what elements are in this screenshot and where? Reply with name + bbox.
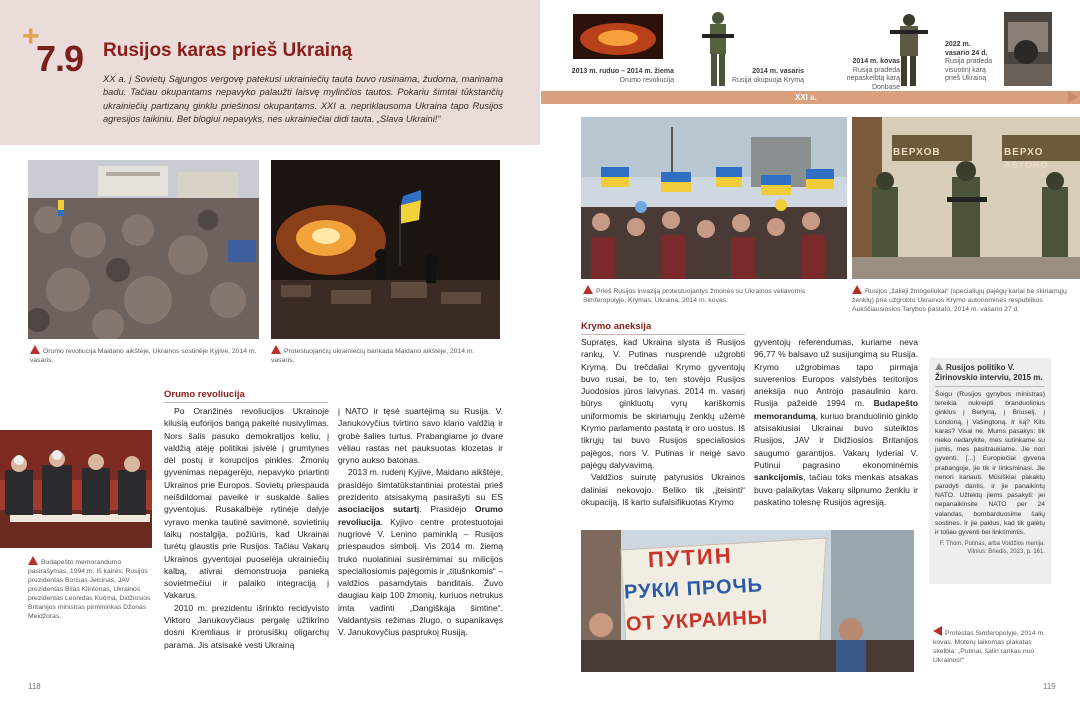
timeline-event-1 xyxy=(554,68,674,85)
page-number-left: 118 xyxy=(28,682,41,691)
quote-box xyxy=(929,358,1051,584)
term-orumo-revoliucija: Orumo revoliucija xyxy=(338,504,503,527)
section-rule xyxy=(581,334,745,335)
text-run: 2013 m. rudenį Kyjive, Maidano aikštėje, prasidėjo šimtatūkstantiniai protestai prieš prezidento atsisakymą pasirašyti su ES xyxy=(338,467,503,503)
paragraph: Supratęs, kad Ukraina slysta iš Rusijos rankų, V. Putinas nusprendė užgrobti Krymą. Du trečdaliai Krymo gyventojų buvo rusai, be to, ten stovėjo Rusijos Juodosios jūros laivynas. 2014 m. vasarį būrys ginkluotų vyrų kariškomis uniformomis be skiriamųjų ženklų užėmė Krymo parlamento pastatą ir oro uostus. Iš tikrųjų tai buvo Rusijos specialiosios pajėgos, nors V. Putinas ir neigė savo pajėgų dalyvavimą. xyxy=(581,337,745,470)
text-column-4 xyxy=(754,336,918,508)
green-men-photo-caption: Rusijos „žalieji žmogeliukai“ (specialiųjų pajėgų kariai be skiriamųjų ženklų) prie užgrobto Ukrainos Krymo autonominės respublikos Aukščiausiosios Tarybos pastato, 2014 m. vasario 27 d. xyxy=(852,285,1078,314)
timeline-label: Rusija okupuoja Krymą xyxy=(732,76,804,84)
quote-text: Šoigu (Rusijos gynybos ministras) tereikia nukreipti branduolinius ginklus į Berlyną, į Briuselį, į Londoną, į Vašingtoną. Ir ką? Kits karas? Visai ne. Mums pasakys: tik nieko nedarykite, mes sutinkame su jumis, mes pasitraukiame. Jie nori gyventi. [...] Europiečiai gyvena prabangoje, jie tik ir linksminasi. Jie nenori kariauti. Mūsiškiai pakaktų parodyti dantis, ir jie panaikintų NATO. Užtektų jiems pasakyti: jei nepanaikinsite NATO per 24 valandas, bombarduosime šalių sostines. Ir jie paklus, kad tik galėtų ir toliau gyventi bei linksmintis. xyxy=(935,391,1045,537)
text-column-2 xyxy=(338,405,503,639)
timeline-war-photo xyxy=(1004,12,1052,86)
text-run: . Kyjivo centre protestuotojai nugriovė V. Lenino paminklą – Rusijos priespaudos simbolį. Vis 2014 m. žiemą truko nuolatiniai susirėmimai su milicijos specialiosiomis pajėgomis ir „titušnkomis“ – valdžios pasamdytais banditais. Žuvo daugiau kaip 100 žmonių, kuriuos netrukus imta vadinti „Dangiškąja šimtine“. Valdantysis režimas žlugo, o supanikavęs V. Janukovyčius pasprukoį Rusiją. xyxy=(338,516,503,638)
lesson-intro: XX a. į Sovietų Sąjungos vergovę patekusi ukrainiečių tauta buvo rusinama, žudoma, marinama badu. Tačiau okupantams nepavyko palaužti laisvę mylinčios tautos. Pokariu šimtai tūkstančių ukrainiečių partizanų ginklu priešinosi okupantams. XXI a. nepriklausoma Ukraina tapo Rusijos agresijos taikiniu. Bet blogiui nepavyks, nes ukrainiečiai didi tauta. „Slava Ukraini!“ xyxy=(103,74,503,125)
simferopol-flags-photo xyxy=(581,117,847,279)
text-column-3 xyxy=(581,336,745,508)
section-title-krymo: Krymo aneksija xyxy=(581,321,652,332)
quote-title: Rusijos politiko V. Žirinovskio interviu, 2015 m. xyxy=(935,363,1043,382)
section-rule xyxy=(164,402,328,403)
lesson-title: Rusijos karas prieš Ukrainą xyxy=(103,40,353,61)
timeline-fire-photo xyxy=(573,14,663,59)
barricade-photo xyxy=(271,160,500,339)
protest-photo-caption: Protestas Simferopolyje, 2014 m. kovas. Moterų laikomas plakatas skelbia: „Putinai, šalin rankas nuo Ukrainos!“ xyxy=(933,626,1053,665)
poster-line-2: РУКИ ПРОЧЬ xyxy=(623,574,764,604)
paragraph: Po Oranžinės revoliucijos Ukrainoje kilusią euforijos bangą pakeitė nusivylimas. Nors šalis pasuko demokratijos keliu, į valdžią atėję politikai įsivėlė į grumtynes dėl postų ir korupcijos pinkles. Žmonių gyvenimas nepagerėjo, nepavyko priartinti Ukrainos prie Europos. Sovietų priespauda neišdildomai paveikė ir suskaldė šalies gyventojus. Rusakalbėje rytinėje dalyje vyravo menka tautinė savimonė, sovietinių laikų nostalgija, požiūris, kad Ukrainai turėtų glaustis prie Rusijos. Tačiau Vakarų Ukrainos gyventojai puoselėja ukrainiečių kalbą, ativrai demonstruoja panieką sovietmečiui ir palaiko integraciją į Vakarus. xyxy=(164,406,329,601)
timeline-event-2 xyxy=(712,68,804,85)
building-sign-right-2: АВТОНО xyxy=(1004,160,1049,170)
plus-icon: + xyxy=(22,20,40,53)
term-budapest-memorandum: Budapešto memorandumą xyxy=(754,398,918,421)
quote-source: F. Thom, Putinas, arba Voldžios menija. Vilnius: Briedis, 2023, p. 161. xyxy=(939,541,1045,556)
simferopol-photo-caption: Prieš Rusijos invaziją protestuojantys žmonės su Ukrainos vėliavomis Simferopolyje, Krymas, Ukraina, 2014 m. kovas. xyxy=(583,285,845,305)
section-title-orumo: Orumo revoliucija xyxy=(164,389,245,400)
poster-line-1: ПУТИН xyxy=(647,542,734,573)
text-run: , kuriuo branduolinio ginklo atsisakiusiai Ukrainai buvo suteiktos Rusijos, JAV ir Didžiosios Britanijos saugumo garantijos. Vakarų lyderiai V. Putinui pagrasino ekonominėmis xyxy=(754,410,918,470)
paragraph: 2010 m. prezidentu išrinkto recidyvisto Viktoro Janukovyčiaus pergalę užtikrino dosni Kremliaus ir prorusiškų oligarchų parama. Jis atsisakė vesti Ukrainą xyxy=(164,602,329,650)
timeline-date: 2013 m. ruduo – 2014 m. žiema xyxy=(571,68,674,75)
text-run: . Prasidėjo xyxy=(419,504,475,515)
photo-marker-icon xyxy=(852,285,862,294)
paragraph xyxy=(338,466,503,638)
photo-marker-left-icon xyxy=(933,626,942,636)
quote-rule xyxy=(935,386,1045,387)
photo-marker-icon xyxy=(28,556,38,565)
timeline-event-4 xyxy=(945,41,997,84)
timeline-date: 2014 m. kovas xyxy=(852,58,900,65)
text-run: gyventojų referendumas, kuriame neva 96,77 % balsavo už susijungimą su Rusija. Krymo užgrobimas tapo pirmąja suverenios Europos valstybės teritorijos aneksija nuo Antrojo pasaulinio karo. Rusija pažeidė 1994 m. xyxy=(754,337,918,409)
poster-line-3: ОТ УКРАИНЫ xyxy=(625,606,769,636)
timeline-date: 2014 m. vasaris xyxy=(752,68,804,75)
text-run: , tačiau toks menkas atsakas buvo palaikytas Vakarų silpnumo ženklu ir paskatino tolesnę Rusijos agresiją. xyxy=(754,472,918,507)
text-column-1 xyxy=(164,405,329,651)
paragraph: Valdžios suirutę patyrusios Ukrainos daliniai nekovojo. Beliko tik „įteisinti“ okupaciją. Iš karto sufalsifikuotas Krymo xyxy=(581,472,745,507)
timeline-event-3 xyxy=(820,58,900,92)
timeline-label: Orumo revoliucija xyxy=(619,76,674,84)
photo-marker-icon xyxy=(271,345,281,354)
source-marker-icon xyxy=(935,363,943,370)
barricade-photo-caption: Protestuojančių ukrainiečių barikada Maidano aikštėje, 2014 m. vasaris. xyxy=(271,345,499,365)
term-association-agreement: asociacijos sutartį xyxy=(338,504,420,515)
maidan-photo-caption: Orumo revoliucija Maidano aikštėje, Ukrainos sostinėje Kyjive, 2014 m. vasaris. xyxy=(30,345,258,365)
building-sign-left: ВЕРХОВ xyxy=(893,147,941,158)
timeline-era-label: XXI a. xyxy=(795,93,817,102)
maidan-crowd-photo xyxy=(28,160,259,339)
timeline-label: Rusija pradeda visuotinį karą prieš Ukrainą xyxy=(945,58,993,82)
page-number-right: 119 xyxy=(1043,682,1056,691)
paragraph: į NATO ir tęsė suartėjimą su Rusija. V. Janukovyčius tvirtino savo klano valdžią ir grobė šalies turtus. Prabangiame jo dvare vėliau rastas net pauksuotas klozetas ir gryno aukso batonas. xyxy=(338,406,503,466)
term-sanctions: sankcijomis xyxy=(754,472,804,483)
building-sign-right: ВЕРХО xyxy=(1004,147,1044,158)
paragraph xyxy=(754,336,918,508)
timeline-date: 2022 m. vasario 24 d. xyxy=(945,41,988,57)
timeline-label: Rusija pradeda nepaskelbtą karą Donbase xyxy=(846,66,900,91)
lesson-number: 7.9 xyxy=(36,38,84,79)
budapest-photo-caption: Budapešto memorandumo pasirašymas, 1994 m. Iš kairės: Rusijos prezidentas Borisas Jelcinas, JAV prezidentas Bilas Klintonas, Ukrainos prezidentas Leonidas Kučma, Didžiosios Britanijos ministras pirmininkas Džonas Meidžoras. xyxy=(28,556,156,621)
green-men-photo xyxy=(852,117,1080,279)
budapest-memorandum-photo xyxy=(0,430,152,548)
photo-marker-icon xyxy=(30,345,40,354)
timeline-arrow-icon xyxy=(1068,91,1078,103)
photo-marker-icon xyxy=(583,285,593,294)
